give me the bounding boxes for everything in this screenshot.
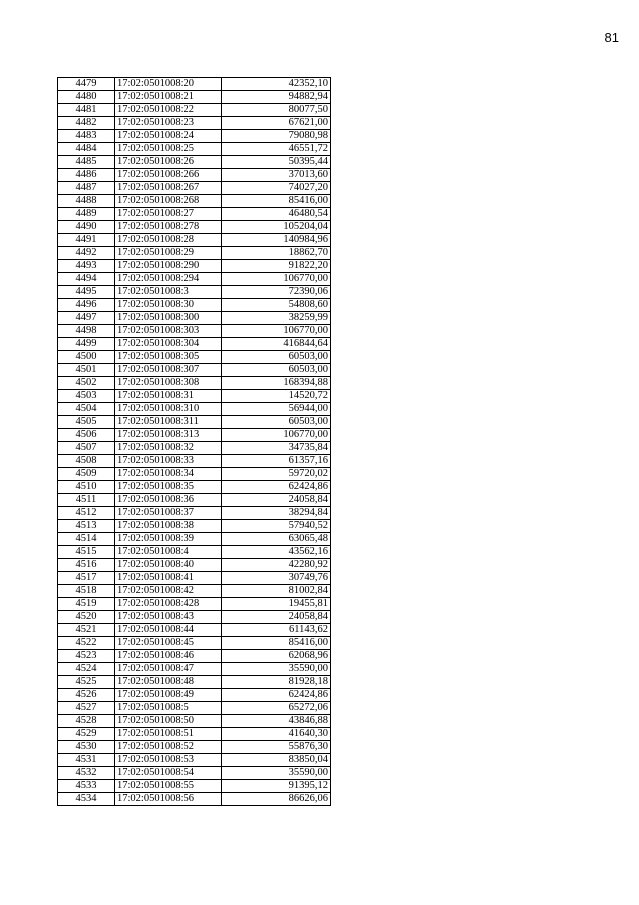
table-row (58, 741, 331, 754)
cadastral-value: 62424,86 (222, 481, 331, 494)
table-row (58, 130, 331, 143)
table-row (58, 429, 331, 442)
table-row (58, 494, 331, 507)
row-number: 4531 (58, 754, 115, 767)
row-number: 4501 (58, 364, 115, 377)
cadastral-value: 81928,18 (222, 676, 331, 689)
cadastral-value: 18862,70 (222, 247, 331, 260)
cadastral-number: 17:02:0501008:55 (115, 780, 222, 793)
cadastral-number: 17:02:0501008:21 (115, 91, 222, 104)
table-row (58, 364, 331, 377)
cadastral-number: 17:02:0501008:52 (115, 741, 222, 754)
cadastral-number: 17:02:0501008:308 (115, 377, 222, 390)
table-row (58, 78, 331, 91)
row-number: 4525 (58, 676, 115, 689)
cadastral-value: 94882,94 (222, 91, 331, 104)
table-row (58, 507, 331, 520)
row-number: 4496 (58, 299, 115, 312)
cadastral-value: 24058,84 (222, 611, 331, 624)
table-row (58, 182, 331, 195)
cadastral-number: 17:02:0501008:290 (115, 260, 222, 273)
cadastral-number: 17:02:0501008:42 (115, 585, 222, 598)
row-number: 4502 (58, 377, 115, 390)
row-number: 4483 (58, 130, 115, 143)
cadastral-value: 83850,04 (222, 754, 331, 767)
row-number: 4528 (58, 715, 115, 728)
row-number: 4534 (58, 793, 115, 806)
row-number: 4491 (58, 234, 115, 247)
cadastral-value: 54808,60 (222, 299, 331, 312)
table-row (58, 650, 331, 663)
table-row (58, 325, 331, 338)
cadastral-value: 41640,30 (222, 728, 331, 741)
table-row (58, 572, 331, 585)
row-number: 4510 (58, 481, 115, 494)
row-number: 4515 (58, 546, 115, 559)
cadastral-value: 24058,84 (222, 494, 331, 507)
cadastral-value: 106770,00 (222, 325, 331, 338)
cadastral-value: 61357,16 (222, 455, 331, 468)
cadastral-value: 91395,12 (222, 780, 331, 793)
cadastral-value: 14520,72 (222, 390, 331, 403)
row-number: 4521 (58, 624, 115, 637)
table-row (58, 754, 331, 767)
table-row (58, 702, 331, 715)
cadastral-value: 85416,00 (222, 637, 331, 650)
cadastral-number: 17:02:0501008:30 (115, 299, 222, 312)
row-number: 4527 (58, 702, 115, 715)
cadastral-number: 17:02:0501008:56 (115, 793, 222, 806)
cadastral-number: 17:02:0501008:304 (115, 338, 222, 351)
row-number: 4482 (58, 117, 115, 130)
cadastral-value: 60503,00 (222, 364, 331, 377)
cadastral-number: 17:02:0501008:36 (115, 494, 222, 507)
table-row (58, 611, 331, 624)
cadastral-number: 17:02:0501008:25 (115, 143, 222, 156)
cadastral-number: 17:02:0501008:33 (115, 455, 222, 468)
table-row (58, 416, 331, 429)
table-row (58, 234, 331, 247)
cadastral-value: 140984,96 (222, 234, 331, 247)
page-number: 81 (604, 30, 619, 45)
cadastral-value: 62068,96 (222, 650, 331, 663)
row-number: 4508 (58, 455, 115, 468)
row-number: 4486 (58, 169, 115, 182)
table-row (58, 793, 331, 806)
row-number: 4495 (58, 286, 115, 299)
table-row (58, 117, 331, 130)
row-number: 4487 (58, 182, 115, 195)
row-number: 4499 (58, 338, 115, 351)
row-number: 4516 (58, 559, 115, 572)
row-number: 4530 (58, 741, 115, 754)
table-row (58, 663, 331, 676)
cadastral-number: 17:02:0501008:45 (115, 637, 222, 650)
table-row (58, 767, 331, 780)
cadastral-value: 61143,62 (222, 624, 331, 637)
row-number: 4490 (58, 221, 115, 234)
cadastral-value: 56944,00 (222, 403, 331, 416)
cadastral-number: 17:02:0501008:44 (115, 624, 222, 637)
cadastral-value: 50395,44 (222, 156, 331, 169)
table-row (58, 338, 331, 351)
cadastral-value: 55876,30 (222, 741, 331, 754)
cadastral-value: 43846,88 (222, 715, 331, 728)
cadastral-value: 37013,60 (222, 169, 331, 182)
table-row (58, 260, 331, 273)
cadastral-number: 17:02:0501008:294 (115, 273, 222, 286)
cadastral-number: 17:02:0501008:300 (115, 312, 222, 325)
row-number: 4509 (58, 468, 115, 481)
cadastral-number: 17:02:0501008:3 (115, 286, 222, 299)
row-number: 4511 (58, 494, 115, 507)
cadastral-number: 17:02:0501008:50 (115, 715, 222, 728)
table-row (58, 273, 331, 286)
row-number: 4505 (58, 416, 115, 429)
cadastral-value: 67621,00 (222, 117, 331, 130)
cadastral-number: 17:02:0501008:268 (115, 195, 222, 208)
cadastral-value: 74027,20 (222, 182, 331, 195)
cadastral-value: 42352,10 (222, 78, 331, 91)
table-row (58, 156, 331, 169)
cadastral-number: 17:02:0501008:40 (115, 559, 222, 572)
table-row (58, 312, 331, 325)
row-number: 4518 (58, 585, 115, 598)
cadastral-number: 17:02:0501008:41 (115, 572, 222, 585)
cadastral-number: 17:02:0501008:267 (115, 182, 222, 195)
cadastral-number: 17:02:0501008:311 (115, 416, 222, 429)
row-number: 4520 (58, 611, 115, 624)
row-number: 4519 (58, 598, 115, 611)
row-number: 4523 (58, 650, 115, 663)
table-row (58, 585, 331, 598)
row-number: 4504 (58, 403, 115, 416)
cadastral-number: 17:02:0501008:22 (115, 104, 222, 117)
cadastral-value: 81002,84 (222, 585, 331, 598)
cadastral-value: 42280,92 (222, 559, 331, 572)
table-row (58, 104, 331, 117)
row-number: 4500 (58, 351, 115, 364)
cadastral-value: 85416,00 (222, 195, 331, 208)
table-row (58, 533, 331, 546)
cadastral-number: 17:02:0501008:278 (115, 221, 222, 234)
cadastral-value: 35590,00 (222, 767, 331, 780)
cadastral-number: 17:02:0501008:27 (115, 208, 222, 221)
cadastral-number: 17:02:0501008:35 (115, 481, 222, 494)
row-number: 4493 (58, 260, 115, 273)
row-number: 4492 (58, 247, 115, 260)
cadastral-number: 17:02:0501008:48 (115, 676, 222, 689)
row-number: 4480 (58, 91, 115, 104)
cadastral-number: 17:02:0501008:307 (115, 364, 222, 377)
table-row (58, 546, 331, 559)
table-row (58, 468, 331, 481)
cadastral-value: 19455,81 (222, 598, 331, 611)
table-row (58, 442, 331, 455)
table-row (58, 481, 331, 494)
cadastral-value: 80077,50 (222, 104, 331, 117)
row-number: 4517 (58, 572, 115, 585)
cadastral-value: 43562,16 (222, 546, 331, 559)
cadastral-value: 91822,20 (222, 260, 331, 273)
table-row (58, 624, 331, 637)
table-row (58, 143, 331, 156)
cadastral-number: 17:02:0501008:43 (115, 611, 222, 624)
cadastral-number: 17:02:0501008:23 (115, 117, 222, 130)
row-number: 4526 (58, 689, 115, 702)
cadastral-number: 17:02:0501008:38 (115, 520, 222, 533)
row-number: 4485 (58, 156, 115, 169)
row-number: 4484 (58, 143, 115, 156)
cadastral-value: 63065,48 (222, 533, 331, 546)
cadastral-number: 17:02:0501008:32 (115, 442, 222, 455)
row-number: 4488 (58, 195, 115, 208)
table-row (58, 221, 331, 234)
cadastral-value: 65272,06 (222, 702, 331, 715)
table-row (58, 676, 331, 689)
cadastral-value: 46480,54 (222, 208, 331, 221)
row-number: 4529 (58, 728, 115, 741)
cadastral-number: 17:02:0501008:31 (115, 390, 222, 403)
cadastral-number: 17:02:0501008:34 (115, 468, 222, 481)
cadastral-number: 17:02:0501008:26 (115, 156, 222, 169)
table-row (58, 299, 331, 312)
cadastral-value: 38294,84 (222, 507, 331, 520)
table-row (58, 637, 331, 650)
cadastral-number: 17:02:0501008:49 (115, 689, 222, 702)
cadastral-value: 60503,00 (222, 351, 331, 364)
cadastral-value: 35590,00 (222, 663, 331, 676)
row-number: 4506 (58, 429, 115, 442)
cadastral-number: 17:02:0501008:53 (115, 754, 222, 767)
row-number: 4479 (58, 78, 115, 91)
cadastral-value-table (57, 77, 331, 806)
row-number: 4522 (58, 637, 115, 650)
cadastral-number: 17:02:0501008:20 (115, 78, 222, 91)
cadastral-value: 30749,76 (222, 572, 331, 585)
table-row (58, 689, 331, 702)
cadastral-number: 17:02:0501008:37 (115, 507, 222, 520)
row-number: 4532 (58, 767, 115, 780)
row-number: 4503 (58, 390, 115, 403)
table-row (58, 559, 331, 572)
row-number: 4524 (58, 663, 115, 676)
table-row (58, 390, 331, 403)
table-row (58, 91, 331, 104)
cadastral-value: 86626,06 (222, 793, 331, 806)
table-row (58, 286, 331, 299)
cadastral-value: 105204,04 (222, 221, 331, 234)
row-number: 4494 (58, 273, 115, 286)
cadastral-number: 17:02:0501008:310 (115, 403, 222, 416)
table-row (58, 195, 331, 208)
cadastral-value: 60503,00 (222, 416, 331, 429)
cadastral-value: 106770,00 (222, 429, 331, 442)
cadastral-number: 17:02:0501008:266 (115, 169, 222, 182)
table-row (58, 351, 331, 364)
cadastral-value: 62424,86 (222, 689, 331, 702)
cadastral-number: 17:02:0501008:47 (115, 663, 222, 676)
row-number: 4533 (58, 780, 115, 793)
cadastral-value: 168394,88 (222, 377, 331, 390)
cadastral-value: 57940,52 (222, 520, 331, 533)
cadastral-number: 17:02:0501008:28 (115, 234, 222, 247)
table-row (58, 715, 331, 728)
cadastral-number: 17:02:0501008:5 (115, 702, 222, 715)
cadastral-number: 17:02:0501008:29 (115, 247, 222, 260)
cadastral-value: 38259,99 (222, 312, 331, 325)
table-row (58, 208, 331, 221)
cadastral-number: 17:02:0501008:428 (115, 598, 222, 611)
table-row (58, 728, 331, 741)
cadastral-value: 416844,64 (222, 338, 331, 351)
cadastral-number: 17:02:0501008:46 (115, 650, 222, 663)
table-row (58, 598, 331, 611)
row-number: 4513 (58, 520, 115, 533)
row-number: 4512 (58, 507, 115, 520)
cadastral-value: 72390,06 (222, 286, 331, 299)
row-number: 4481 (58, 104, 115, 117)
row-number: 4507 (58, 442, 115, 455)
row-number: 4489 (58, 208, 115, 221)
row-number: 4514 (58, 533, 115, 546)
cadastral-number: 17:02:0501008:303 (115, 325, 222, 338)
table-row (58, 377, 331, 390)
table-row (58, 169, 331, 182)
cadastral-value: 34735,84 (222, 442, 331, 455)
row-number: 4497 (58, 312, 115, 325)
cadastral-value: 59720,02 (222, 468, 331, 481)
cadastral-number: 17:02:0501008:4 (115, 546, 222, 559)
cadastral-number: 17:02:0501008:313 (115, 429, 222, 442)
cadastral-number: 17:02:0501008:39 (115, 533, 222, 546)
table-body (58, 78, 331, 806)
cadastral-value: 46551,72 (222, 143, 331, 156)
table-row (58, 247, 331, 260)
cadastral-number: 17:02:0501008:305 (115, 351, 222, 364)
cadastral-number: 17:02:0501008:51 (115, 728, 222, 741)
row-number: 4498 (58, 325, 115, 338)
cadastral-number: 17:02:0501008:54 (115, 767, 222, 780)
cadastral-number: 17:02:0501008:24 (115, 130, 222, 143)
table-row (58, 520, 331, 533)
table-row (58, 455, 331, 468)
cadastral-value: 106770,00 (222, 273, 331, 286)
cadastral-value: 79080,98 (222, 130, 331, 143)
table-row (58, 780, 331, 793)
table-row (58, 403, 331, 416)
